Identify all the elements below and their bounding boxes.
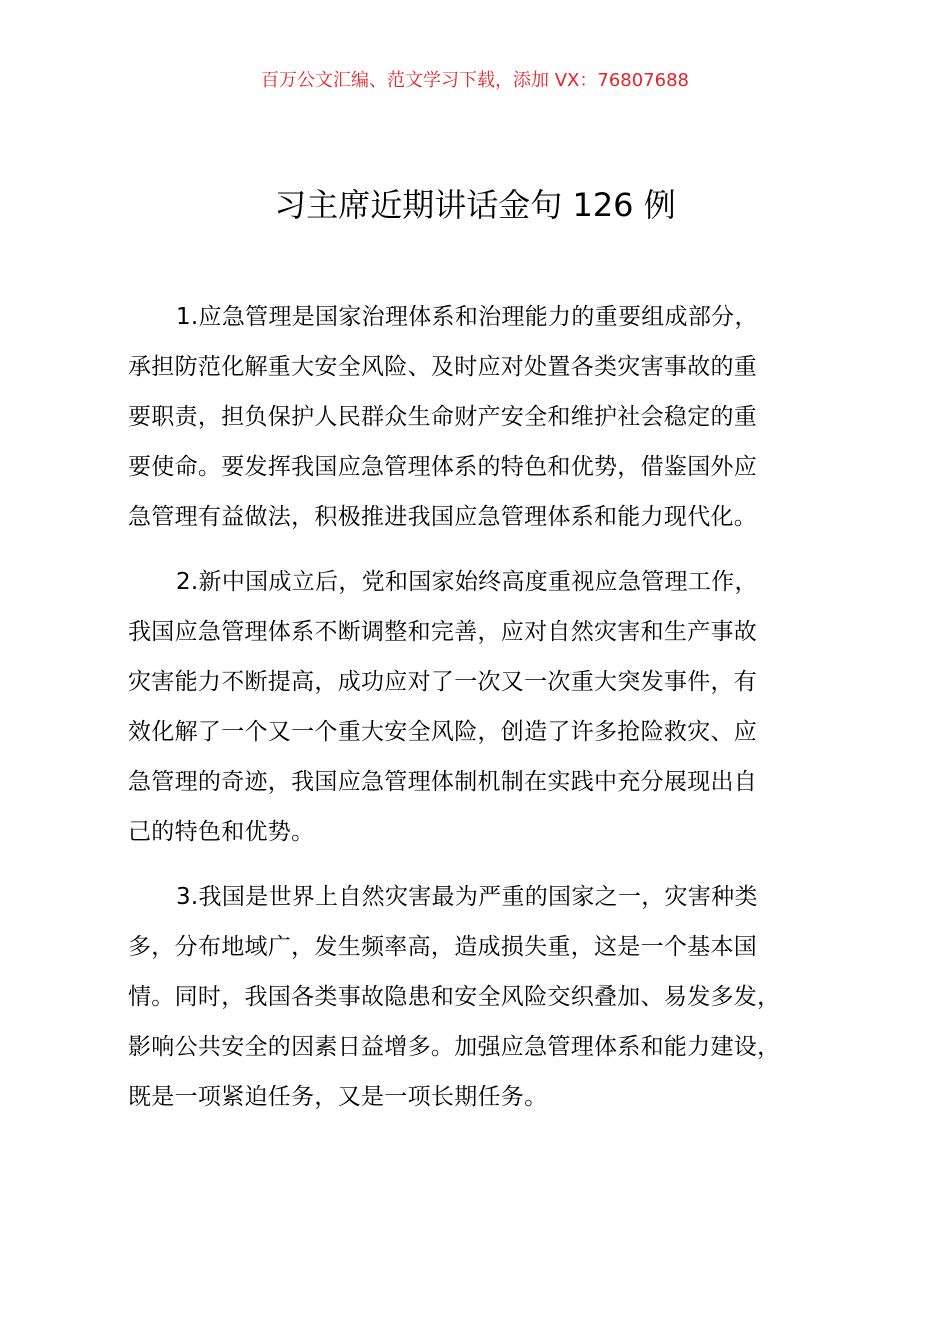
text-line: 情。同时，我国各类事故隐患和安全风险交织叠加、易发多发，: [128, 984, 781, 1010]
text-line: 2.新中国成立后，党和国家始终高度重视应急管理工作，: [176, 569, 758, 595]
text-line: 影响公共安全的因素日益增多。加强应急管理体系和能力建设，: [128, 1034, 781, 1060]
page-title: 习主席近期讲话金句 126 例: [274, 186, 676, 224]
paragraph-1: [128, 292, 838, 542]
text-line: 效化解了一个又一个重大安全风险，创造了许多抢险救灾、应: [128, 719, 758, 745]
text-line: 我国应急管理体系不断调整和完善，应对自然灾害和生产事故: [128, 619, 758, 645]
text-line: 既是一项紧迫任务，又是一项长期任务。: [128, 1084, 548, 1110]
text-line: 灾害能力不断提高，成功应对了一次又一次重大突发事件，有: [128, 669, 758, 695]
text-line: 3.我国是世界上自然灾害最为严重的国家之一，灾害种类: [176, 884, 758, 910]
paragraph-2: [128, 557, 838, 857]
watermark-header: 百万公文汇编、范文学习下载，添加 VX：76807688: [261, 70, 689, 91]
text-line: 承担防范化解重大安全风险、及时应对处置各类灾害事故的重: [128, 354, 758, 380]
text-line: 要职责，担负保护人民群众生命财产安全和维护社会稳定的重: [128, 404, 758, 430]
text-line: 急管理有益做法，积极推进我国应急管理体系和能力现代化。: [128, 504, 758, 530]
paragraph-3: [128, 872, 838, 1122]
text-line: 己的特色和优势。: [128, 819, 315, 845]
text-line: 多，分布地域广，发生频率高，造成损失重，这是一个基本国: [128, 934, 758, 960]
document-body: [128, 292, 838, 1137]
text-line: 1.应急管理是国家治理体系和治理能力的重要组成部分，: [176, 304, 758, 330]
text-line: 要使命。要发挥我国应急管理体系的特色和优势，借鉴国外应: [128, 454, 758, 480]
text-line: 急管理的奇迹，我国应急管理体制机制在实践中充分展现出自: [128, 769, 758, 795]
